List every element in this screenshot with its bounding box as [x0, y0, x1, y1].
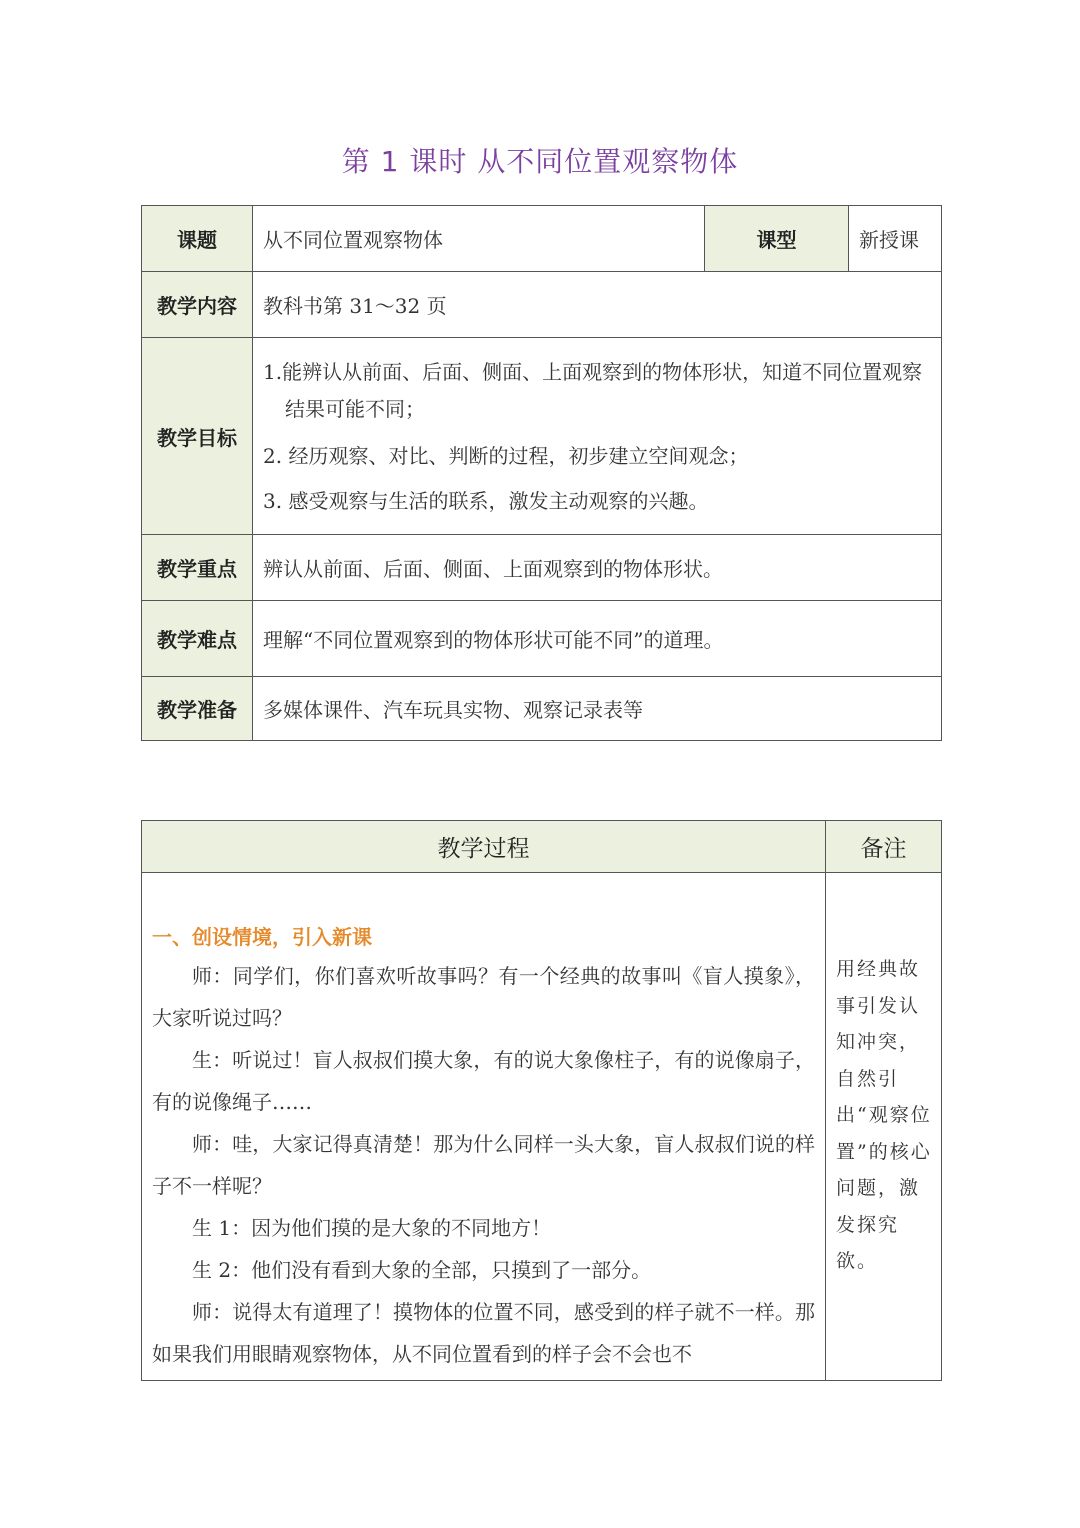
- key-label: 教学重点: [142, 535, 253, 601]
- key-value: 辨认从前面、后面、侧面、上面观察到的物体形状。: [253, 535, 942, 601]
- process-content: [142, 873, 826, 1381]
- prep-label: 教学准备: [142, 677, 253, 741]
- note-text: 用经典故事引发认知冲突，自然引出“观察位置”的核心问题，激发探究欲。: [826, 873, 942, 1381]
- type-label: 课型: [705, 206, 849, 272]
- difficulty-value: 理解“不同位置观察到的物体形状可能不同”的道理。: [253, 601, 942, 677]
- content-label: 教学内容: [142, 272, 253, 338]
- dialogue-paragraph: 师：哇，大家记得真清楚！那为什么同样一头大象，盲人叔叔们说的样子不一样呢？: [152, 1132, 815, 1198]
- teaching-process-table: [141, 820, 942, 1381]
- lesson-info-table: [141, 205, 942, 741]
- dialogue-paragraph: 师：说得太有道理了！摸物体的位置不同，感受到的样子就不一样。那如果我们用眼睛观察物体，从不同位置看到的样子会不会也不: [152, 1300, 815, 1366]
- process-header: 教学过程: [142, 821, 826, 873]
- dialogue-paragraph: 生 2：他们没有看到大象的全部，只摸到了一部分。: [192, 1258, 652, 1282]
- note-header: 备注: [826, 821, 942, 873]
- goal-item: 1.能辨认从前面、后面、侧面、上面观察到的物体形状，知道不同位置观察结果可能不同；: [263, 360, 923, 421]
- dialogue-paragraph: 生：听说过！盲人叔叔们摸大象，有的说大象像柱子，有的说像扇子，有的说像绳子……: [152, 1048, 815, 1114]
- type-value: 新授课: [849, 206, 942, 272]
- dialogue-paragraph: 师：同学们，你们喜欢听故事吗？有一个经典的故事叫《盲人摸象》，大家听说过吗？: [152, 964, 815, 1030]
- goals-label: 教学目标: [142, 338, 253, 535]
- dialogue-paragraph: 生 1：因为他们摸的是大象的不同地方！: [192, 1216, 552, 1240]
- goal-item: 2. 经历观察、对比、判断的过程，初步建立空间观念；: [263, 444, 749, 468]
- content-value: 教科书第 31～32 页: [253, 272, 942, 338]
- topic-value: 从不同位置观察物体: [253, 206, 705, 272]
- goal-item: 3. 感受观察与生活的联系，激发主动观察的兴趣。: [263, 489, 709, 513]
- prep-value: 多媒体课件、汽车玩具实物、观察记录表等: [253, 677, 942, 741]
- difficulty-label: 教学难点: [142, 601, 253, 677]
- page-title: 第 1 课时 从不同位置观察物体: [341, 145, 739, 178]
- section-heading: 一、创设情境，引入新课: [152, 925, 372, 949]
- topic-label: 课题: [142, 206, 253, 272]
- goals-list: [253, 338, 942, 535]
